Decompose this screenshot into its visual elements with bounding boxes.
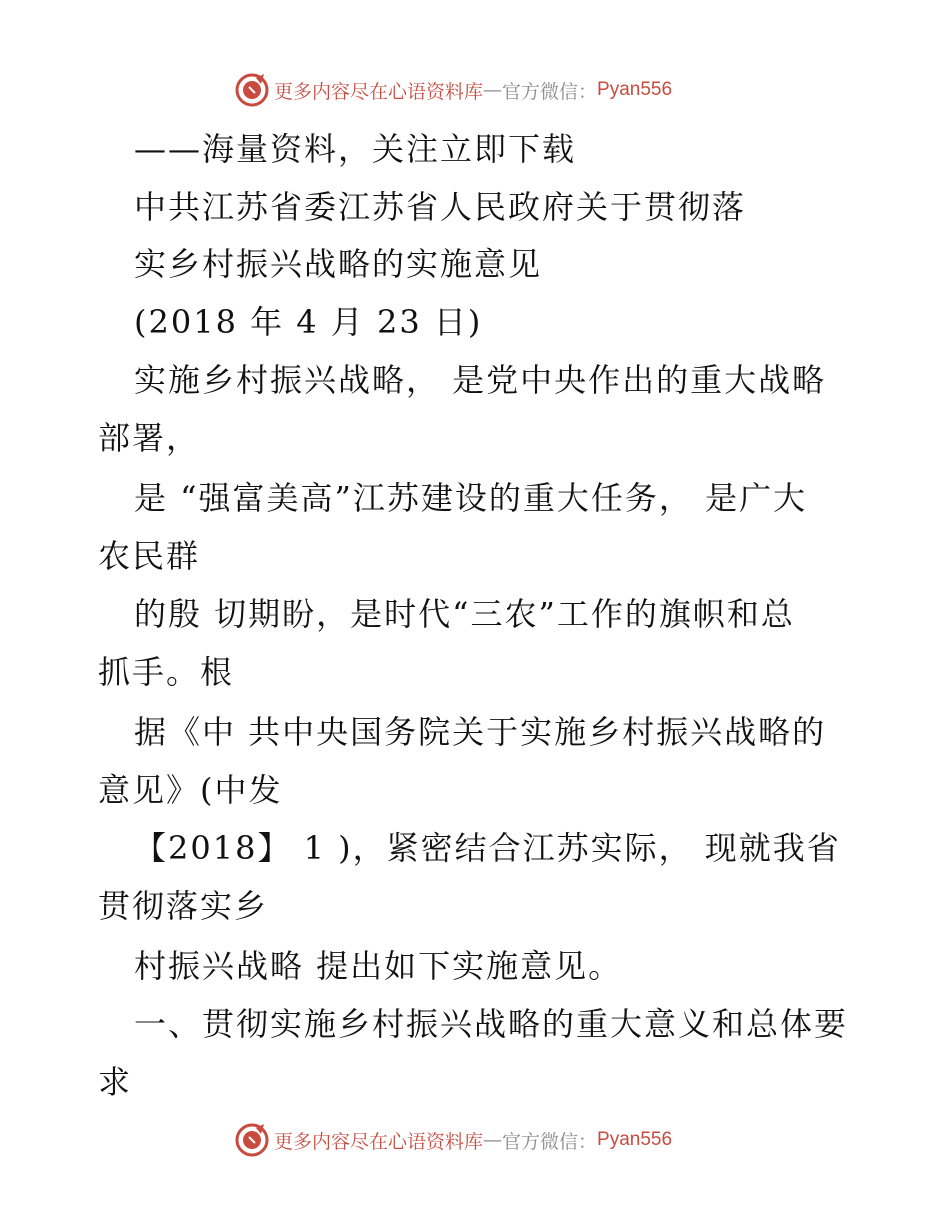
- text-line: 据《中 共中央国务院关于实施乡村振兴战略的: [134, 713, 827, 751]
- text-line: 中共江苏省委江苏省人民政府关于贯彻落: [134, 188, 747, 226]
- header-banner: [234, 70, 672, 110]
- text-line: (2018 年 4 月 23 日): [134, 303, 483, 341]
- banner-wechat-id: Pyan556: [597, 79, 673, 100]
- footer-banner: [234, 1120, 672, 1160]
- banner-text: 更多内容尽在心语资料库: [274, 80, 484, 103]
- pen-logo-icon: [234, 1122, 270, 1158]
- text-line: 是 “强富美高”江苏建设的重大任务， 是广大: [134, 479, 808, 517]
- pen-logo-icon: [234, 72, 270, 108]
- banner-wechat-label: 官方微信：: [502, 1130, 598, 1153]
- text-line: 部署，: [98, 419, 201, 457]
- text-line: 村振兴战略 提出如下实施意见。: [134, 947, 623, 985]
- text-line: 意见》(中发: [98, 771, 283, 809]
- text-line: 实乡村振兴战略的实施意见: [134, 245, 543, 283]
- text-line: 实施乡村振兴战略， 是党中央作出的重大战略: [134, 361, 827, 399]
- text-line: 一、贯彻实施乡村振兴战略的重大意义和总体要: [134, 1005, 849, 1043]
- text-line: 求: [98, 1063, 133, 1101]
- banner-separator: —: [483, 1129, 503, 1151]
- banner-wechat-label: 官方微信：: [502, 80, 598, 103]
- text-line: 【2018】 1 )，紧密结合江苏实际， 现就我省: [134, 829, 841, 867]
- text-line: 农民群: [98, 537, 201, 575]
- text-line: 的殷 切期盼，是时代“三农”工作的旗帜和总: [134, 595, 795, 633]
- text-line: 贯彻落实乡: [98, 887, 269, 925]
- text-line: ——海量资料，关注立即下载: [134, 130, 577, 168]
- banner-separator: —: [483, 79, 503, 101]
- banner-text: 更多内容尽在心语资料库: [274, 1130, 484, 1153]
- text-line: 抓手。根: [98, 653, 235, 691]
- banner-wechat-id: Pyan556: [597, 1129, 673, 1150]
